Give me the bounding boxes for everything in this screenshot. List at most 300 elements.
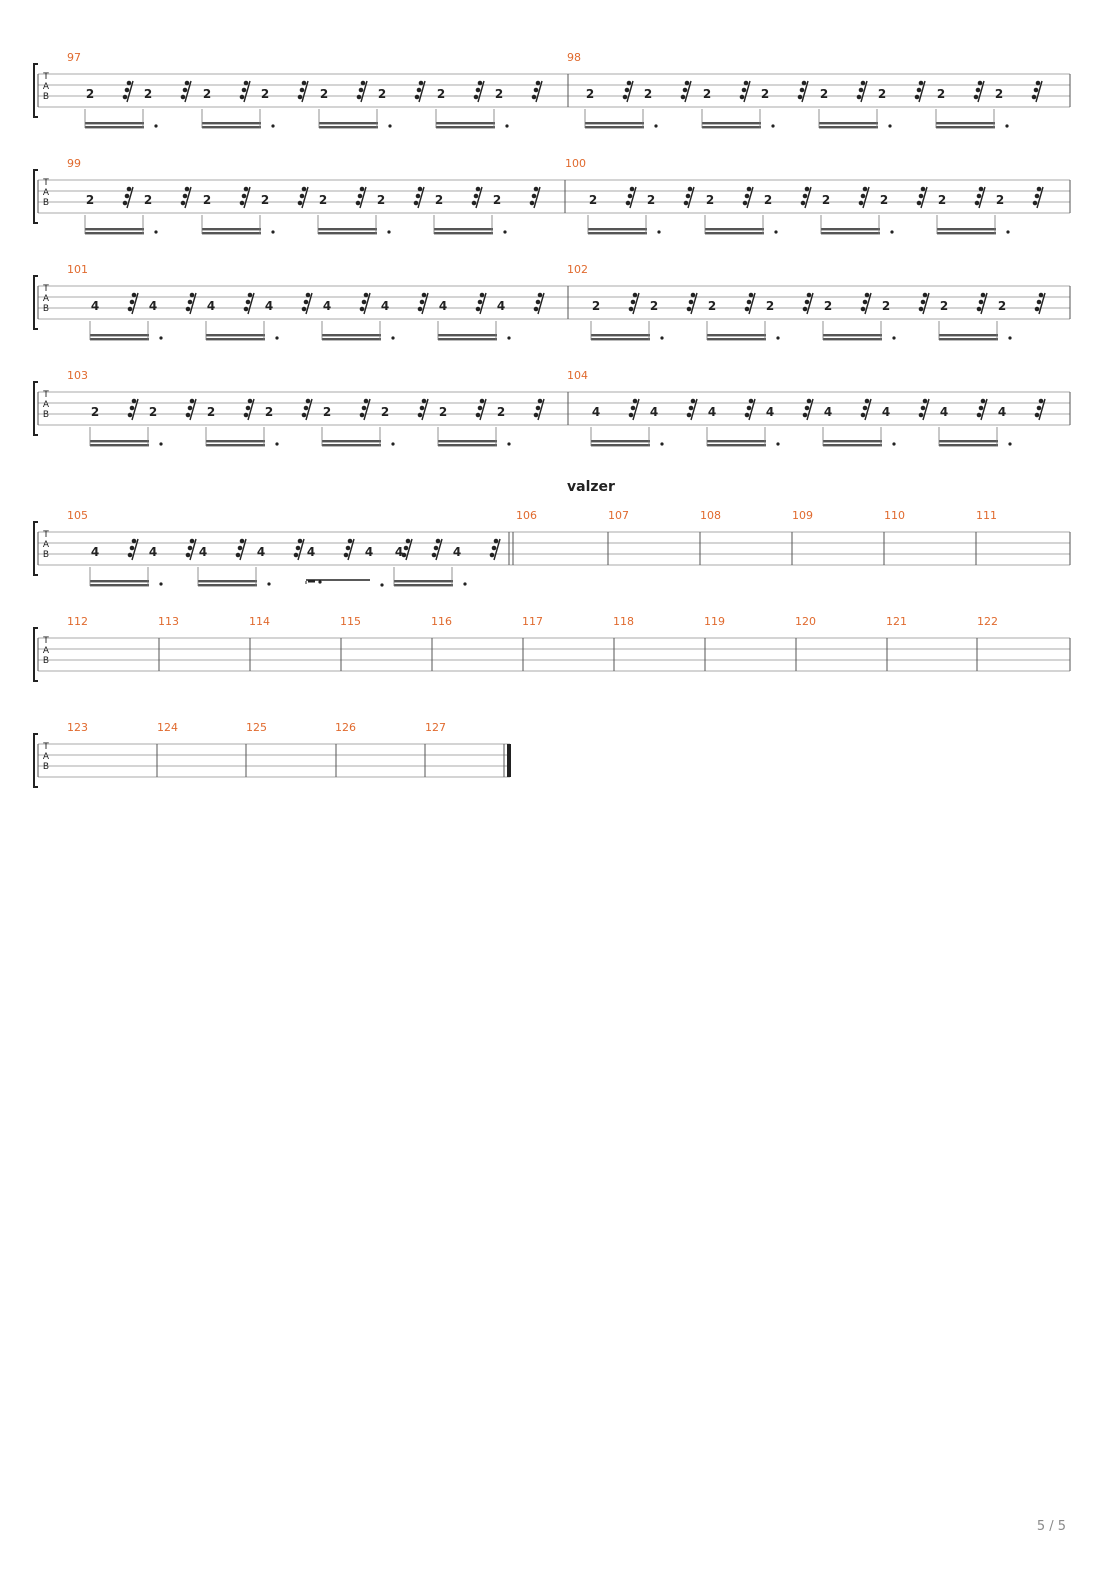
dot [503,230,506,233]
beam [591,444,650,446]
dot [1005,124,1008,127]
bar-number: 110 [884,509,905,522]
bar-number: 103 [67,369,88,382]
beat-group [90,399,196,447]
dot [890,230,893,233]
tab-clef-letter: A [42,540,50,550]
beat-group [821,187,927,235]
fret-number: 2 [936,87,946,101]
beat-group [90,293,196,341]
fret-number: 2 [260,87,270,101]
dot [159,442,162,445]
dot [388,124,391,127]
beat-group [85,187,191,235]
bar-127 [425,721,446,734]
fret-number: 2 [438,405,448,419]
fret-number: 4 [881,405,891,419]
beat-group [438,399,544,447]
fret-number: 2 [588,193,598,207]
beam [322,334,381,336]
beam [438,440,497,442]
bar-106 [516,509,537,522]
dot [1008,336,1011,339]
bar-109 [792,509,813,522]
beam [434,228,493,230]
dot [892,336,895,339]
beat-group [90,539,196,587]
dot [660,442,663,445]
system-2 [34,157,1070,234]
beam [821,232,880,234]
bar-number: 124 [157,721,178,734]
bar-number: 105 [67,509,88,522]
beat-group [702,81,808,129]
dot [154,230,157,233]
beam [707,338,766,340]
bar-number: 117 [522,615,543,628]
beam [591,440,650,442]
dot [771,124,774,127]
bar-115 [340,615,361,628]
beat-group [318,187,424,235]
dot [159,582,162,585]
beam [90,440,149,442]
beam [936,122,995,124]
beam [90,580,149,582]
beam [821,228,880,230]
beam [939,444,998,446]
beam [206,338,265,340]
tab-clef-letter: B [42,550,50,560]
bar-101 [67,263,544,340]
beam [707,444,766,446]
bar-124 [157,721,178,734]
beat-group [438,293,544,341]
bar-107 [608,509,629,522]
beat-group [202,81,308,129]
bar-number: 100 [565,157,586,170]
bar-125 [246,721,267,734]
bar-121 [886,615,907,628]
bar-number: 97 [67,51,81,64]
fret-number: 2 [494,87,504,101]
beam [823,338,882,340]
tab-clef-letter: A [42,752,50,762]
bar-number: 102 [567,263,588,276]
beam [202,232,261,234]
fret-number: 2 [879,193,889,207]
system-bracket [34,734,38,787]
dot [275,336,278,339]
fret-number: 2 [322,405,332,419]
beam [819,126,878,128]
fret-number: 4 [939,405,949,419]
beat-group [823,399,929,447]
tab-clef-letter: T [43,742,49,752]
dot [505,124,508,127]
bar-102 [567,263,1045,340]
fret-number: 2 [707,299,717,313]
beam [322,338,381,340]
fret-number: 2 [819,87,829,101]
staff-lines [38,74,1070,107]
system-bracket [34,522,38,575]
fret-number: 2 [702,87,712,101]
beam [591,338,650,340]
fret-number: 2 [705,193,715,207]
fret-number: 2 [319,87,329,101]
beam [823,444,882,446]
beat-group [322,399,428,447]
tab-clef-letter: T [43,530,49,540]
fret-number: 4 [707,405,717,419]
bar-number: 113 [158,615,179,628]
bar-100 [565,157,1043,234]
dot [318,580,321,583]
beam [319,126,378,128]
bar-120 [795,615,816,628]
beat-group [823,293,929,341]
beat-group [588,187,694,235]
fret-number: 4 [148,545,158,559]
staff-lines [38,180,1070,213]
bar-126 [335,721,356,734]
fret-number: 2 [206,405,216,419]
beat-group [322,293,428,341]
bar-119 [704,615,725,628]
bar-97 [67,51,542,128]
beam [588,232,647,234]
bar-118 [613,615,634,628]
beam [585,122,644,124]
bar-112 [67,615,88,628]
fret-number: 4 [997,405,1007,419]
system-3 [34,263,1070,340]
dot [380,583,383,586]
fret-number: 2 [760,87,770,101]
fret-number: 4 [591,405,601,419]
fret-number: 2 [260,193,270,207]
tab-clef-letter: B [42,198,50,208]
beam [438,444,497,446]
system-1 [34,51,1070,128]
bar-111 [976,509,997,522]
fret-number: 4 [765,405,775,419]
bar-number: 108 [700,509,721,522]
beam [707,334,766,336]
fret-number: 2 [821,193,831,207]
bar-114 [249,615,270,628]
bar-number: 99 [67,157,81,170]
dot [271,124,274,127]
fret-number: 4 [90,545,100,559]
system-5 [34,479,1070,587]
system-4 [34,369,1070,446]
beam [322,440,381,442]
bar-number: 104 [567,369,588,382]
beam [937,228,996,230]
beat-group [202,187,308,235]
dot [507,442,510,445]
fret-number: 2 [264,405,274,419]
fret-number: 2 [763,193,773,207]
beam [705,232,764,234]
staff-lines [38,744,510,777]
fret-number: 4 [380,299,390,313]
fret-number: 2 [585,87,595,101]
fret-number: 2 [434,193,444,207]
bar-number: 119 [704,615,725,628]
fret-number: 2 [496,405,506,419]
beam [585,126,644,128]
bar-number: 122 [977,615,998,628]
dot [654,124,657,127]
bar-104 [567,369,1045,446]
fret-number: 2 [823,299,833,313]
beam [206,334,265,336]
fret-number: 2 [937,193,947,207]
beam [702,122,761,124]
beam [707,440,766,442]
beat-group [436,81,542,129]
beam [85,228,144,230]
beam [85,232,144,234]
dot [660,336,663,339]
fret-number: 2 [877,87,887,101]
beam [90,444,149,446]
fret-number: 4 [256,545,266,559]
system-7 [34,721,511,787]
fret-number: 2 [436,87,446,101]
bar-number: 114 [249,615,270,628]
fret-number: 4 [322,299,332,313]
fret-number: 2 [90,405,100,419]
system-6 [34,615,1070,681]
dot [507,336,510,339]
dot [657,230,660,233]
fret-number: 2 [148,405,158,419]
beam [202,126,261,128]
bar-number: 125 [246,721,267,734]
beat-group [319,81,425,129]
tab-clef-letter: B [42,92,50,102]
fret-number: 4 [452,545,462,559]
system-bracket [34,276,38,329]
dot [776,442,779,445]
dot [387,230,390,233]
beam [436,126,495,128]
beat-group [707,293,813,341]
beat-group [939,399,1045,447]
bar-113 [158,615,179,628]
beam [436,122,495,124]
fret-number: 2 [376,193,386,207]
beam [90,584,149,586]
fret-number: 4 [438,299,448,313]
system-bracket [34,628,38,681]
beam [198,580,257,582]
beat-group [206,399,312,447]
fret-number: 2 [995,193,1005,207]
dot [1008,442,1011,445]
beam [319,122,378,124]
bar-123 [67,721,88,734]
tab-clef-letter: T [43,636,49,646]
bar-number: 101 [67,263,88,276]
fret-number: 2 [643,87,653,101]
system-bracket [34,382,38,435]
beam [937,232,996,234]
beam [318,228,377,230]
system-bracket [34,64,38,117]
tab-clef-letter: T [43,284,49,294]
bar-number: 109 [792,509,813,522]
bar-98 [567,51,1042,128]
tab-clef-letter: A [42,646,50,656]
fret-number: 4 [823,405,833,419]
fret-number: 2 [202,87,212,101]
beam [939,334,998,336]
bar-108 [700,509,721,522]
beam [588,228,647,230]
fret-number: 4 [394,545,404,559]
bar-number: 107 [608,509,629,522]
bar-number: 106 [516,509,537,522]
beat-group [85,81,191,129]
dot [391,336,394,339]
fret-number: 2 [85,87,95,101]
tab-clef-letter: T [43,178,49,188]
page-number: 5 / 5 [1036,1519,1066,1534]
beam [318,232,377,234]
beam [823,334,882,336]
bar-number: 121 [886,615,907,628]
tab-clef-letter: B [42,410,50,420]
beam [394,580,453,582]
fret-number: 2 [318,193,328,207]
tab-clef-letter: A [42,82,50,92]
tab-clef-letter: A [42,188,50,198]
dot [888,124,891,127]
dot [892,442,895,445]
fret-number: 2 [143,87,153,101]
beam [591,334,650,336]
beat-group [937,187,1043,235]
tab-clef-letter: B [42,304,50,314]
fret-number: 4 [364,545,374,559]
beam [939,338,998,340]
dot [774,230,777,233]
beam [702,126,761,128]
fret-number: 2 [646,193,656,207]
beam [202,228,261,230]
bar-number: 123 [67,721,88,734]
beam [206,444,265,446]
beat-group [591,293,697,341]
fret-number: 2 [380,405,390,419]
beat-group [434,187,540,235]
fret-number: 2 [939,299,949,313]
bar-number: 127 [425,721,446,734]
bar-116 [431,615,452,628]
tab-clef-letter: B [42,762,50,772]
beam [198,584,257,586]
beam [434,232,493,234]
beam [202,122,261,124]
dot [463,582,466,585]
beat-group [705,187,811,235]
beam [394,584,453,586]
beam [936,126,995,128]
beat-group [936,81,1042,129]
bar-number: 112 [67,615,88,628]
fret-number: 2 [143,193,153,207]
beat-group [707,399,813,447]
tab-clef-letter: A [42,400,50,410]
fret-number: 4 [649,405,659,419]
fret-number: 2 [492,193,502,207]
beat-group [819,81,925,129]
fret-number: 2 [994,87,1004,101]
beat-group [206,293,312,341]
fret-number: 2 [997,299,1007,313]
bar-number: 126 [335,721,356,734]
dot [391,442,394,445]
dot [275,442,278,445]
fret-number: 4 [198,545,208,559]
bar-number: 120 [795,615,816,628]
beat-group [591,399,697,447]
fret-number: 2 [377,87,387,101]
beam [90,334,149,336]
beam [705,228,764,230]
tab-clef-letter: B [42,656,50,666]
system-bracket [34,170,38,223]
dot [154,124,157,127]
bar-99 [67,157,540,234]
staff-lines [38,638,1070,671]
fret-number: 4 [496,299,506,313]
bar-103 [67,369,544,446]
beam [823,440,882,442]
beam [90,338,149,340]
fret-number: 2 [85,193,95,207]
dot [159,336,162,339]
beat-group [939,293,1045,341]
fret-number: 2 [765,299,775,313]
beam [85,126,144,128]
beam [438,334,497,336]
bar-110 [884,509,905,522]
bar-number: 98 [567,51,581,64]
fret-number: 2 [202,193,212,207]
fret-number: 2 [649,299,659,313]
fret-number: 4 [148,299,158,313]
bar-number: 118 [613,615,634,628]
bar-105 [67,509,500,587]
beam [322,444,381,446]
fret-number: 4 [306,545,316,559]
bar-number: 111 [976,509,997,522]
fret-number: 2 [591,299,601,313]
bar-117 [522,615,543,628]
tab-clef-letter: A [42,294,50,304]
beat-group [585,81,691,129]
fret-number: 4 [264,299,274,313]
bar-number: 115 [340,615,361,628]
bar-122 [977,615,998,628]
dot [271,230,274,233]
